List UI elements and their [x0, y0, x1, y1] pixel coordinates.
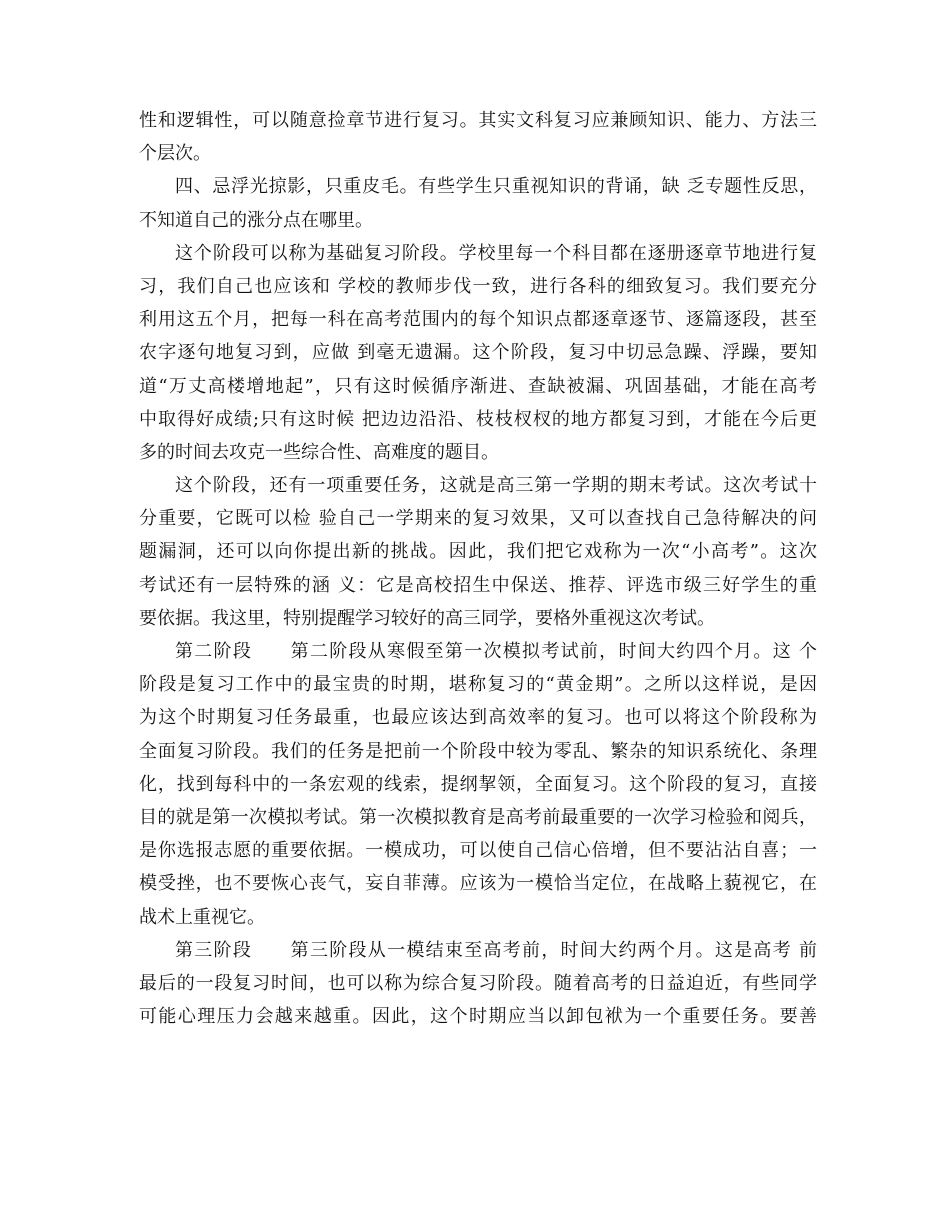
text-line: 战术上重视它。 — [139, 906, 265, 928]
text-line: 考试还有一层特殊的涵 义：它是高校招生中保送、推荐、评选市级三好学生的重 — [139, 574, 817, 596]
text-line: 中取得好成绩;只有这时候 把边边沿沿、枝枝杈杈的地方都复习到，才能在今后更 — [139, 408, 817, 430]
text-line: 习，我们自己也应该和 学校的教师步伐一致，进行各科的细致复习。我们要充分 — [139, 275, 817, 297]
text-line: 利用这五个月，把每一科在高考范围内的每个知识点都逐章逐节、逐篇逐段，甚至 — [139, 309, 817, 331]
text-line: 阶段是复习工作中的最宝贵的时期，堪称复习的“黄金期”。之所以这样说，是因 — [139, 674, 817, 696]
text-line: 要依据。我这里，特别提醒学习较好的高三同学，要格外重视这次考试。 — [139, 607, 715, 629]
text-line: 这个阶段，还有一项重要任务，这就是高三第一学期的期末考试。这次考试十 — [175, 475, 817, 497]
text-line: 不知道自己的涨分点在哪里。 — [139, 209, 373, 231]
text-line: 可能心理压力会越来越重。因此，这个时期应当以卸包袱为一个重要任务。要善 — [139, 1006, 817, 1028]
text-line: 第三阶段 第三阶段从一模结束至高考前，时间大约两个月。这是高考 前 — [175, 939, 817, 961]
document-page — [139, 104, 817, 1033]
text-line: 全面复习阶段。我们的任务是把前一个阶段中较为零乱、繁杂的知识系统化、条理 — [139, 740, 817, 762]
text-line: 这个阶段可以称为基础复习阶段。学校里每一个科目都在逐册逐章节地进行复 — [175, 242, 817, 264]
text-line: 题漏洞，还可以向你提出新的挑战。因此，我们把它戏称为一次“小高考”。这次 — [139, 541, 817, 563]
text-line: 多的时间去攻克一些综合性、高难度的题目。 — [139, 441, 499, 463]
text-line: 四、忌浮光掠影，只重皮毛。有些学生只重视知识的背诵，缺 乏专题性反思， — [175, 176, 817, 198]
text-line: 性和逻辑性，可以随意捡章节进行复习。其实文科复习应兼顾知识、能力、方法三 — [139, 110, 817, 131]
text-line: 化，找到每科中的一条宏观的线索，提纲挈领，全面复习。这个阶段的复习，直接 — [139, 773, 817, 795]
text-line: 模受挫，也不要恢心丧气，妄自菲薄。应该为一模恰当定位，在战略上藐视它，在 — [139, 873, 817, 895]
text-line: 道“万丈高楼增地起”，只有这时候循序渐进、查缺被漏、巩固基础，才能在高考 — [139, 375, 817, 397]
text-line: 分重要，它既可以检 验自己一学期来的复习效果，又可以查找自己急待解决的问 — [139, 508, 817, 530]
text-line: 目的就是第一次模拟考试。第一次模拟教育是高考前最重要的一次学习检验和阅兵， — [139, 806, 817, 828]
text-line: 第二阶段 第二阶段从寒假至第一次模拟考试前，时间大约四个月。这 个 — [175, 641, 817, 662]
text-line: 个层次。 — [139, 143, 211, 165]
text-line: 农字逐句地复习到，应做 到毫无遗漏。这个阶段，复习中切忌急躁、浮躁，要知 — [139, 342, 817, 364]
text-line: 是你选报志愿的重要依据。一模成功，可以使自己信心倍增，但不要沾沾自喜；一 — [139, 840, 817, 862]
text-line: 最后的一段复习时间，也可以称为综合复习阶段。随着高考的日益迫近，有些同学 — [139, 972, 817, 994]
text-line: 为这个时期复习任务最重，也最应该达到高效率的复习。也可以将这个阶段称为 — [139, 707, 817, 729]
